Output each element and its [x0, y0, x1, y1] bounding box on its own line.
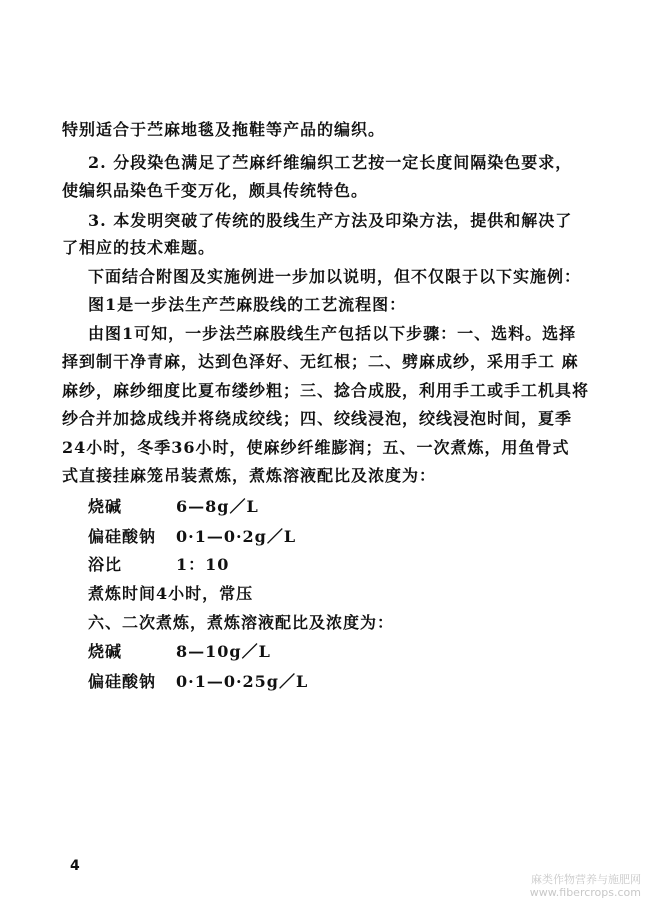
chemical-name: 偏硅酸钠: [88, 672, 157, 691]
recipe-row: [88, 526, 296, 548]
text-line: 24小时，冬季36小时，使麻纱纤维膨润；五、一次煮炼，用鱼骨式: [62, 438, 570, 457]
page-number: 4: [70, 858, 80, 874]
chemical-name: 烧碱: [88, 497, 123, 516]
text-line: 使编织品染色千变万化，颇具传统特色。: [62, 181, 369, 200]
text-line: 下面结合附图及实施例进一步加以说明，但不仅限于以下实施例：: [88, 267, 582, 286]
watermark-url: www.fibercrops.com: [529, 886, 641, 899]
recipe-row: [88, 496, 259, 518]
chemical-value: 1：10: [176, 555, 230, 574]
chemical-name: 浴比: [88, 555, 123, 574]
text-line: 由图1可知，一步法苎麻股线生产包括以下步骤：一、选料。选择: [88, 324, 577, 343]
watermark: [530, 873, 641, 899]
watermark-title: 麻类作物营养与施肥网: [531, 873, 641, 886]
recipe-row: [88, 641, 271, 663]
text-line: 择到制干净青麻，达到色泽好、无红根；二、劈麻成纱，采用手工 麻: [62, 352, 579, 371]
text-line: 图1是一步法生产苎麻股线的工艺流程图：: [88, 295, 407, 314]
text-line: 了相应的技术难题。: [62, 238, 216, 257]
text-line: 麻纱，麻纱细度比夏布缕纱粗；三、捻合成股，利用手工或手工机具将: [62, 381, 590, 400]
boil-time-line: 煮炼时间4小时，常压: [88, 584, 254, 603]
chemical-value: 8—10g／L: [176, 642, 271, 661]
text-line: 2. 分段染色满足了苎麻纤维编织工艺按一定长度间隔染色要求，: [88, 153, 573, 172]
text-line: 式直接挂麻笼吊装煮炼，煮炼溶液配比及浓度为：: [62, 466, 437, 485]
chemical-value: 0·1—0·25g／L: [176, 672, 309, 691]
text-line: 3. 本发明突破了传统的股线生产方法及印染方法，提供和解决了: [88, 211, 573, 230]
chemical-value: 6—8g／L: [176, 497, 259, 516]
recipe-row: [88, 671, 308, 693]
recipe-row: [88, 554, 229, 576]
step-six-line: 六、二次煮炼，煮炼溶液配比及浓度为：: [88, 613, 395, 632]
text-line: 纱合并加捻成线并将绕成绞线；四、绞线浸泡，绞线浸泡时间，夏季: [62, 409, 573, 428]
chemical-name: 偏硅酸钠: [88, 527, 157, 546]
text-line: 特别适合于苎麻地毯及拖鞋等产品的编织。: [62, 120, 386, 139]
chemical-value: 0·1—0·2g／L: [176, 527, 297, 546]
chemical-name: 烧碱: [88, 642, 123, 661]
